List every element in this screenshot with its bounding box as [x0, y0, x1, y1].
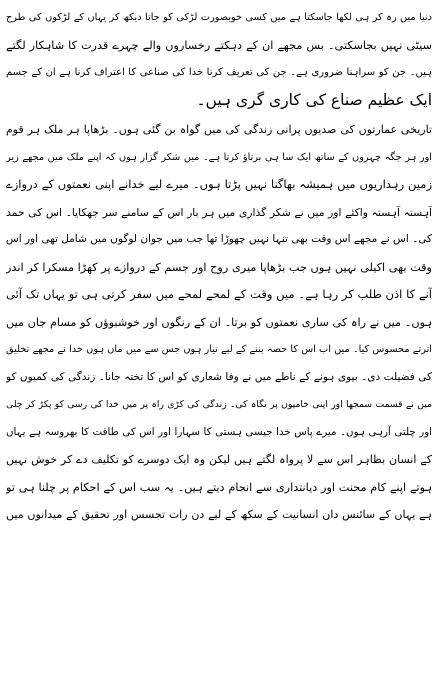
text-line: ہوں۔ میں نے راہ کی ساری نعمتوں کو برتا۔ ان کے رنگوں اور خوشبوؤں کو مسام جاں میں: [6, 315, 432, 329]
text-line: میں نے قسمت سمجھا اور اپنی خامیوں پر نگاہ کی۔ زندگی کی کڑی راہ پر میں خدا کی رسی کو پکڑ کر چلی: [6, 399, 432, 410]
text-line: اور ہر جگہ چہروں کے ساتھ ایک سا ہی برتاؤ کرتا ہے۔ میں شکر گزار ہوں کہ اپنے ملک میں مجھے زیر: [6, 151, 432, 163]
paragraph-1: [6, 4, 432, 114]
text-line: آہستہ آہستہ واکئے اور میں نے شکر گذاری میں ہر بار اس کے سامنے سر جھکایا۔ اس کی حمد: [6, 205, 432, 219]
text-line: کی فضیلت دی۔ بیوی ہونے کے ناطے میں نے وفا شعاری کو اس کا تختہ جانا۔ زندگی کی کمیوں کو: [6, 370, 432, 383]
text-line: اترتے محسوس کیا۔ میں اب اس کا حصہ بننے کے لیے تیار ہوں جس سے میں ماں ہوں خدا نے مجھے تخلیق: [6, 344, 432, 355]
text-line: ہے یہاں کے سائنس دان انسانیت کے سکھ کے لیے دن رات تجسس اور تحقیق کے میدانوں میں: [6, 508, 432, 521]
text-line: دنیا میں رہ کر ہی لکھا جاسکتا ہے میں کسی خوبصورت لڑکی کو جاتا دیکھ کر یہاں کے لڑکوں کی طرح: [6, 12, 432, 23]
text-line: آنے کا اذن طلب کر رہا ہے۔ میں وقت کے لمحے لمحے میں سفر کرتی ہی تو یہاں تک آئی: [6, 287, 432, 301]
text-line: سیٹی نہیں بجاسکتی۔ بس مجھے ان کے دہکتے رخساروں والے چہرے قدرت کا شاہکار لگتے: [6, 38, 432, 52]
text-line: کی۔ اس نے مجھے اس وقت بھی تنہا نہیں چھوڑا تھا جب میں جوان لوگوں میں شامل تھی اور اس: [6, 233, 432, 245]
text-line: تاریخی عمارتوں کی صدیوں پرانی زندگی کی میں گواہ بن گئی ہوں۔ بڑھاپا ہر ملک ہر قوم: [6, 123, 432, 136]
text-line: زمین رہداریوں میں ہمیشہ بھاگنا نہیں پڑتا ہوں۔ میرے لیے خدانے اپنی نعمتوں کے دروازے: [6, 177, 432, 191]
text-line: ہوتے اپنے کام محنت اور دیانتداری سے انجام دیتے ہیں۔ یہ سب اس کے احکام پر چلنا ہی تو: [6, 480, 432, 494]
text-line: ہیں۔ جن کو سراہنا ضروری ہے۔ جن کی تعریف کرنا خدا کی صناعی کا اعتراف کرنا ہے ان کے جسم: [6, 67, 432, 78]
text-line: اور چلتی آرہی ہوں۔ میرے پاس خدا جیسی ہستی کا سہارا اور اس کی طاقت کا بھروسہ ہے یہاں: [6, 425, 432, 438]
paragraph-2: [6, 116, 432, 529]
text-line: کے انسان بظاہر اس سے لا پرواہ لگتے ہیں لیکن وہ ایک دوسرے کو تکلیف دے کر خوش نہیں: [6, 453, 432, 466]
text-line: وقت بھی اکیلی نہیں ہوں جب بڑھاپا میری روح اور جسم کے دروازے پر کھڑا مسکرا کر اندر: [6, 260, 432, 274]
text-line: ایک عظیم صناع کی کاری گری ہیں۔: [196, 90, 432, 109]
